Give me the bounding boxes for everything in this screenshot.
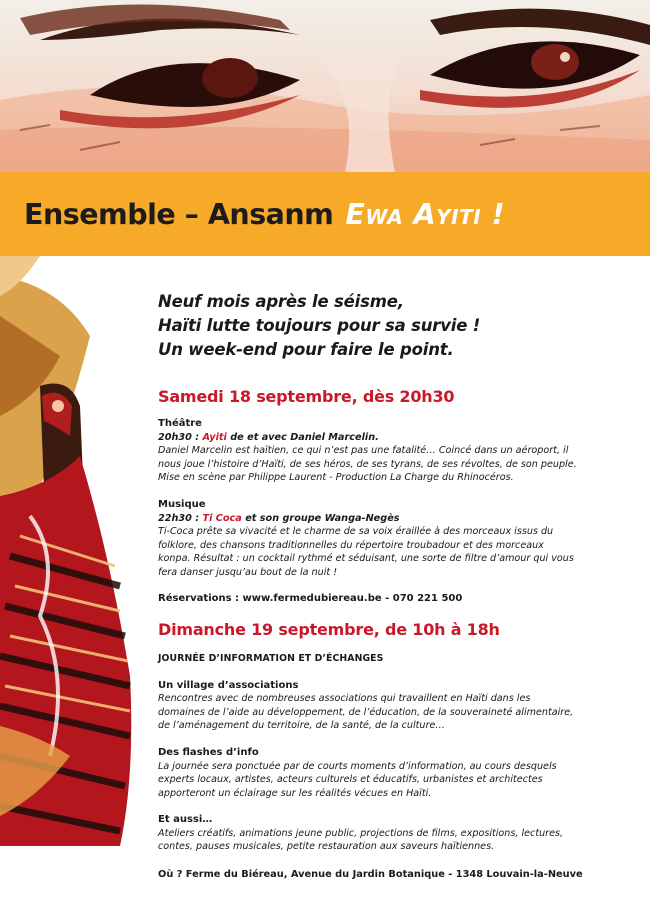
location-line: Où ? Ferme du Biéreau, Avenue du Jardin Botanique - 1348 Louvain-la-Neuve [158, 869, 583, 881]
section-description [158, 692, 634, 733]
theatre-description [158, 444, 634, 485]
theatre-section [158, 417, 634, 485]
music-event-line [158, 512, 634, 526]
music-time: 22h30 : [158, 512, 203, 524]
description-line: fera danser jusqu’au bout de la nuit ! [158, 566, 338, 578]
sunday-date-heading: Dimanche 19 septembre, de 10h à 18h [158, 619, 500, 639]
music-category: Musique [158, 498, 206, 510]
flashes-section [158, 746, 634, 800]
description-line: La journée sera ponctuée par de courts moments d’information, au cours desquels [158, 760, 557, 772]
description-line: konpa. Résultat : un cocktail rythmé et séduisant, une sorte de filtre d’amour qui vous [158, 553, 574, 565]
description-line: nous joue l’histoire d’Haïti, de ses héros, de ses tyrans, de ses révoltes, de son peuple. [158, 458, 577, 470]
description-line: apporteront un éclairage sur les réalités vécues en Haïti. [158, 787, 432, 799]
theatre-time: 20h30 : [158, 431, 203, 443]
description-line: de l’aménagement du territoire, de la santé, de la culture… [158, 720, 445, 732]
description-line: Daniel Marcelin est haïtien, ce qui n’est pas une fatalité… Coincé dans un aéroport, il [158, 445, 569, 457]
description-line: Ti-Coca prête sa vivacité et le charme de sa voix éraillée à des morceaux issus du [158, 526, 554, 538]
description-line: domaines de l’aide au développement, de l’éducation, de la souveraineté alimentaire, [158, 706, 574, 718]
music-description [158, 525, 634, 579]
description-line: Ateliers créatifs, animations jeune public, projections de films, expositions, lectures, [158, 827, 564, 839]
intro-text [158, 290, 634, 362]
description-line: Mise en scène par Philippe Laurent - Production La Charge du Rhinocéros. [158, 472, 514, 484]
decorative-flag-illustration [0, 256, 140, 846]
section-title: Et aussi… [158, 814, 213, 826]
section-title: Des flashes d’info [158, 746, 259, 758]
description-line: Rencontres avec de nombreuses associations qui travaillent en Haïti dans les [158, 693, 531, 705]
theatre-category: Théâtre [158, 418, 202, 429]
left-decorative-art [0, 256, 140, 846]
description-line: experts locaux, artistes, acteurs culturels et éducatifs, urbanistes et architectes [158, 774, 543, 786]
description-line: folklore, des chansons traditionnelles du répertoire troubadour et des morceaux [158, 539, 544, 551]
section-description [158, 760, 634, 801]
saturday-date-heading: Samedi 18 septembre, dès 20h30 [158, 387, 455, 406]
village-section [158, 679, 634, 733]
main-content [158, 290, 634, 880]
title-banner [0, 172, 650, 256]
music-title: Ti Coca [202, 512, 242, 524]
intro-line: Un week-end pour faire le point. [158, 340, 454, 359]
intro-line: Neuf mois après le séisme, [158, 292, 404, 311]
hero-eyes-image [0, 0, 650, 172]
section-description [158, 827, 634, 854]
music-section [158, 498, 634, 580]
theatre-event-rest: de et avec Daniel Marcelin. [226, 431, 379, 443]
theatre-event-line [158, 431, 634, 445]
intro-line: Haïti lutte toujours pour sa survie ! [158, 316, 481, 335]
theatre-title: Ayiti [202, 431, 227, 443]
eyes-illustration [0, 0, 650, 172]
banner-subtitle: Ewa Ayiti ! [345, 197, 506, 231]
description-line: contes, pauses musicales, petite restauration aux saveurs haïtiennes. [158, 841, 495, 853]
reservations-line: Réservations : www.fermedubiereau.be - 070 221 500 [158, 592, 463, 604]
music-event-rest: et son groupe Wanga-Negès [241, 512, 400, 524]
also-section [158, 813, 634, 854]
banner-title: Ensemble – Ansanm [24, 197, 334, 231]
section-title: Un village d’associations [158, 679, 299, 691]
sunday-heading: JOURNÉE D’INFORMATION ET D’ÉCHANGES [158, 652, 384, 664]
